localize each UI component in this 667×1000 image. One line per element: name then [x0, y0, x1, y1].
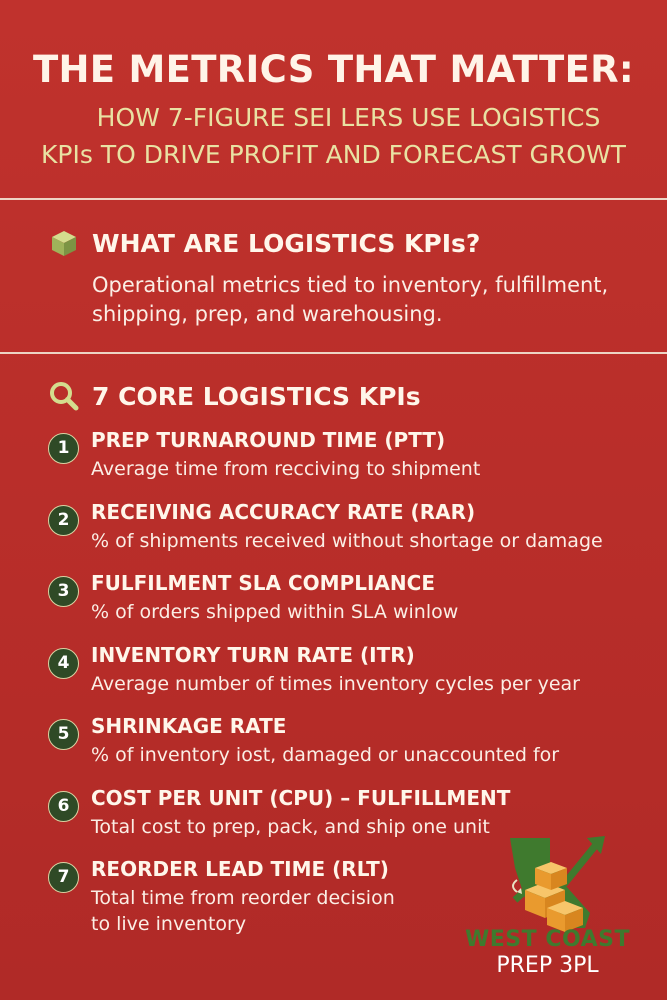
page-title: THE METRICS THAT MATTER:	[32, 48, 635, 91]
kpi-name: RECEIVING ACCURACY RATE (RAR)	[91, 500, 476, 524]
divider	[0, 198, 667, 200]
logo-graphic	[455, 828, 640, 938]
section-heading-text: WHAT ARE LOGISTICS KPIs?	[92, 228, 481, 258]
kpi-number-badge: 3	[48, 576, 79, 607]
kpi-description: Total time from reorder decision	[91, 887, 395, 909]
kpi-item-2	[48, 500, 648, 560]
kpi-description: % of orders shipped within SLA winlow	[91, 601, 459, 623]
kpi-number-badge: 6	[48, 791, 79, 822]
kpi-item-1	[48, 428, 648, 488]
subtitle-line-1: HOW 7-FIGURE SEI LERS USE LOGISTICS	[96, 103, 601, 132]
kpi-name: COST PER UNIT (CPU) – FULFILLMENT	[91, 786, 511, 810]
divider	[0, 352, 667, 354]
kpi-description: Total cost to prep, pack, and ship one unit	[91, 816, 490, 838]
kpi-description: % of shipments received without shortage or damage	[91, 530, 603, 552]
kpi-description: % of inventory iost, damaged or unaccounted for	[91, 744, 560, 766]
box-icon	[48, 227, 80, 259]
logo-text-line-2: PREP 3PL	[496, 953, 599, 978]
kpi-description-line-2: to live inventory	[91, 913, 247, 935]
kpi-number-badge: 7	[48, 862, 79, 893]
kpi-description: Average time from recciving to shipment	[91, 458, 481, 480]
section-heading-what-are-kpis	[48, 227, 480, 259]
kpi-number-badge: 2	[48, 505, 79, 536]
kpi-name: INVENTORY TURN RATE (ITR)	[91, 643, 415, 667]
kpi-name: REORDER LEAD TIME (RLT)	[91, 857, 389, 881]
kpi-number-badge: 5	[48, 719, 79, 750]
kpi-number-badge: 1	[48, 433, 79, 464]
search-icon	[48, 380, 80, 412]
kpi-description: Average number of times inventory cycles per year	[91, 673, 580, 695]
intro-text: Operational metrics tied to inventory, fulfillment, shipping, prep, and warehousing.	[92, 273, 609, 326]
section-heading-text: 7 CORE LOGISTICS KPIs	[92, 381, 421, 411]
section-heading-core-kpis	[48, 380, 421, 412]
logo-text-line-1: WEST COAST	[465, 927, 630, 952]
kpi-name: FULFILMENT SLA COMPLIANCE	[91, 571, 435, 595]
subtitle-line-2: KPIs TO DRIVE PROFIT AND FORECAST GROWT	[41, 140, 626, 169]
kpi-name: SHRINKAGE RATE	[91, 714, 287, 738]
kpi-item-3	[48, 571, 648, 631]
kpi-item-4	[48, 643, 648, 703]
kpi-name: PREP TURNAROUND TIME (PTT)	[91, 428, 446, 452]
kpi-number-badge: 4	[48, 648, 79, 679]
kpi-item-5	[48, 714, 648, 774]
